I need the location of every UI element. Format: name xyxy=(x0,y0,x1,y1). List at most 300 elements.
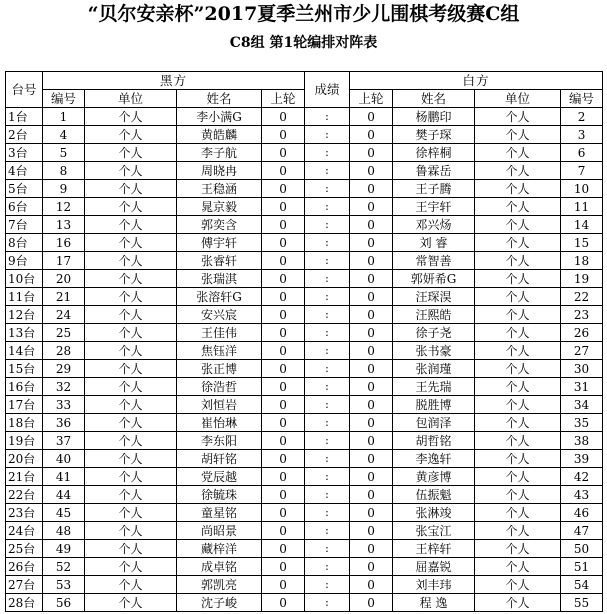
cell-black-name: 成卓铭 xyxy=(177,558,262,576)
table-row xyxy=(6,108,603,126)
cell-table-number: 17台 xyxy=(6,396,43,414)
cell-black-number: 4 xyxy=(43,126,85,144)
table-row xyxy=(6,450,603,468)
cell-black-unit: 个人 xyxy=(85,144,177,162)
cell-white-number: 27 xyxy=(561,342,603,360)
cell-black-number: 56 xyxy=(43,594,85,612)
cell-white-prev-round: 0 xyxy=(350,162,393,180)
cell-white-prev-round: 0 xyxy=(350,522,393,540)
cell-table-number: 15台 xyxy=(6,360,43,378)
cell-table-number: 1台 xyxy=(6,108,43,126)
cell-result: : xyxy=(305,144,350,162)
cell-white-number: 38 xyxy=(561,432,603,450)
cell-black-name: 刘恒岩 xyxy=(177,396,262,414)
table-row xyxy=(6,414,603,432)
cell-black-number: 29 xyxy=(43,360,85,378)
cell-table-number: 13台 xyxy=(6,324,43,342)
cell-black-unit: 个人 xyxy=(85,432,177,450)
cell-table-number: 8台 xyxy=(6,234,43,252)
cell-result: : xyxy=(305,324,350,342)
cell-result: : xyxy=(305,360,350,378)
cell-white-number: 6 xyxy=(561,144,603,162)
cell-white-prev-round: 0 xyxy=(350,342,393,360)
cell-result: : xyxy=(305,576,350,594)
cell-black-unit: 个人 xyxy=(85,234,177,252)
cell-black-prev-round: 0 xyxy=(262,342,305,360)
cell-black-number: 52 xyxy=(43,558,85,576)
cell-black-name: 焦钰洋 xyxy=(177,342,262,360)
cell-black-prev-round: 0 xyxy=(262,306,305,324)
cell-black-name: 郭奕含 xyxy=(177,216,262,234)
cell-white-name: 张宝江 xyxy=(393,522,475,540)
cell-table-number: 14台 xyxy=(6,342,43,360)
cell-white-number: 19 xyxy=(561,270,603,288)
cell-black-number: 49 xyxy=(43,540,85,558)
document-subtitle: C8组 第1轮编排对阵表 xyxy=(229,35,378,51)
cell-white-number: 7 xyxy=(561,162,603,180)
cell-black-number: 25 xyxy=(43,324,85,342)
header-row-columns xyxy=(6,90,603,108)
cell-result: : xyxy=(305,504,350,522)
cell-black-name: 徐浩哲 xyxy=(177,378,262,396)
cell-white-prev-round: 0 xyxy=(350,270,393,288)
header-black-unit: 单位 xyxy=(85,90,177,108)
table-row xyxy=(6,252,603,270)
cell-white-unit: 个人 xyxy=(475,108,561,126)
cell-result: : xyxy=(305,396,350,414)
cell-black-unit: 个人 xyxy=(85,126,177,144)
cell-white-name: 杨鹏印 xyxy=(393,108,475,126)
cell-white-unit: 个人 xyxy=(475,504,561,522)
cell-white-unit: 个人 xyxy=(475,432,561,450)
cell-black-prev-round: 0 xyxy=(262,396,305,414)
table-row xyxy=(6,432,603,450)
cell-table-number: 10台 xyxy=(6,270,43,288)
cell-black-number: 48 xyxy=(43,522,85,540)
cell-black-prev-round: 0 xyxy=(262,486,305,504)
cell-white-prev-round: 0 xyxy=(350,576,393,594)
cell-white-name: 胡哲铭 xyxy=(393,432,475,450)
cell-white-unit: 个人 xyxy=(475,486,561,504)
header-white-side: 白方 xyxy=(350,72,603,90)
pairing-table xyxy=(5,71,603,612)
header-black-prev-round: 上轮 xyxy=(262,90,305,108)
cell-black-name: 张瑞淇 xyxy=(177,270,262,288)
cell-black-name: 崔怡琳 xyxy=(177,414,262,432)
table-row xyxy=(6,144,603,162)
cell-black-name: 李东阳 xyxy=(177,432,262,450)
cell-table-number: 11台 xyxy=(6,288,43,306)
cell-white-unit: 个人 xyxy=(475,522,561,540)
cell-white-number: 2 xyxy=(561,108,603,126)
cell-white-unit: 个人 xyxy=(475,360,561,378)
cell-result: : xyxy=(305,378,350,396)
cell-black-unit: 个人 xyxy=(85,468,177,486)
cell-black-prev-round: 0 xyxy=(262,360,305,378)
cell-white-prev-round: 0 xyxy=(350,378,393,396)
table-row xyxy=(6,576,603,594)
document-title: “贝尔安亲杯”2017夏季兰州市少儿围棋考级赛C组 xyxy=(87,3,520,25)
cell-black-unit: 个人 xyxy=(85,504,177,522)
cell-black-unit: 个人 xyxy=(85,108,177,126)
table-row xyxy=(6,540,603,558)
cell-black-prev-round: 0 xyxy=(262,198,305,216)
table-row xyxy=(6,522,603,540)
cell-white-unit: 个人 xyxy=(475,126,561,144)
cell-black-name: 郭凯亮 xyxy=(177,576,262,594)
cell-white-unit: 个人 xyxy=(475,576,561,594)
cell-result: : xyxy=(305,450,350,468)
cell-black-prev-round: 0 xyxy=(262,540,305,558)
cell-black-name: 张溶轩G xyxy=(177,288,262,306)
cell-white-name: 张淋竣 xyxy=(393,504,475,522)
cell-black-prev-round: 0 xyxy=(262,162,305,180)
header-row-groups xyxy=(6,72,603,90)
cell-white-name: 张润瑾 xyxy=(393,360,475,378)
table-row xyxy=(6,558,603,576)
table-row xyxy=(6,216,603,234)
cell-white-unit: 个人 xyxy=(475,450,561,468)
cell-result: : xyxy=(305,594,350,612)
cell-white-unit: 个人 xyxy=(475,162,561,180)
header-result: 成绩 xyxy=(305,72,350,108)
cell-white-prev-round: 0 xyxy=(350,594,393,612)
header-black-name: 姓名 xyxy=(177,90,262,108)
cell-table-number: 27台 xyxy=(6,576,43,594)
cell-white-prev-round: 0 xyxy=(350,414,393,432)
cell-black-number: 13 xyxy=(43,216,85,234)
table-row xyxy=(6,162,603,180)
cell-white-prev-round: 0 xyxy=(350,216,393,234)
table-row xyxy=(6,126,603,144)
cell-black-unit: 个人 xyxy=(85,594,177,612)
cell-white-name: 汪琛淏 xyxy=(393,288,475,306)
cell-black-unit: 个人 xyxy=(85,252,177,270)
header-white-number: 编号 xyxy=(561,90,603,108)
pairing-rows xyxy=(6,108,603,612)
cell-black-name: 童星铭 xyxy=(177,504,262,522)
cell-result: : xyxy=(305,252,350,270)
cell-black-number: 40 xyxy=(43,450,85,468)
cell-white-prev-round: 0 xyxy=(350,468,393,486)
cell-black-prev-round: 0 xyxy=(262,522,305,540)
cell-white-name: 王子腾 xyxy=(393,180,475,198)
cell-white-number: 15 xyxy=(561,234,603,252)
cell-black-name: 王佳伟 xyxy=(177,324,262,342)
cell-white-unit: 个人 xyxy=(475,288,561,306)
cell-white-number: 10 xyxy=(561,180,603,198)
cell-black-number: 1 xyxy=(43,108,85,126)
cell-table-number: 4台 xyxy=(6,162,43,180)
cell-black-unit: 个人 xyxy=(85,288,177,306)
cell-table-number: 2台 xyxy=(6,126,43,144)
cell-table-number: 18台 xyxy=(6,414,43,432)
cell-white-prev-round: 0 xyxy=(350,198,393,216)
cell-white-number: 51 xyxy=(561,558,603,576)
cell-white-name: 黄彦博 xyxy=(393,468,475,486)
cell-white-prev-round: 0 xyxy=(350,306,393,324)
cell-black-name: 晁京毅 xyxy=(177,198,262,216)
cell-black-unit: 个人 xyxy=(85,270,177,288)
cell-table-number: 22台 xyxy=(6,486,43,504)
cell-black-unit: 个人 xyxy=(85,396,177,414)
cell-black-prev-round: 0 xyxy=(262,558,305,576)
cell-white-name: 鲁霖岳 xyxy=(393,162,475,180)
cell-white-number: 46 xyxy=(561,504,603,522)
cell-white-prev-round: 0 xyxy=(350,540,393,558)
cell-result: : xyxy=(305,234,350,252)
cell-white-number: 50 xyxy=(561,540,603,558)
cell-white-unit: 个人 xyxy=(475,180,561,198)
cell-black-number: 45 xyxy=(43,504,85,522)
cell-white-name: 汪熙皓 xyxy=(393,306,475,324)
cell-black-prev-round: 0 xyxy=(262,504,305,522)
cell-result: : xyxy=(305,522,350,540)
cell-black-name: 李小满G xyxy=(177,108,262,126)
cell-table-number: 19台 xyxy=(6,432,43,450)
cell-white-number: 42 xyxy=(561,468,603,486)
cell-black-number: 37 xyxy=(43,432,85,450)
cell-white-number: 55 xyxy=(561,594,603,612)
cell-result: : xyxy=(305,288,350,306)
cell-black-prev-round: 0 xyxy=(262,126,305,144)
cell-black-number: 32 xyxy=(43,378,85,396)
cell-black-prev-round: 0 xyxy=(262,432,305,450)
cell-result: : xyxy=(305,108,350,126)
cell-black-name: 李子航 xyxy=(177,144,262,162)
cell-black-number: 20 xyxy=(43,270,85,288)
cell-white-unit: 个人 xyxy=(475,216,561,234)
cell-table-number: 28台 xyxy=(6,594,43,612)
cell-white-unit: 个人 xyxy=(475,414,561,432)
cell-black-unit: 个人 xyxy=(85,180,177,198)
cell-white-name: 屈嘉锐 xyxy=(393,558,475,576)
cell-black-prev-round: 0 xyxy=(262,144,305,162)
cell-result: : xyxy=(305,270,350,288)
table-row xyxy=(6,378,603,396)
cell-result: : xyxy=(305,414,350,432)
cell-table-number: 20台 xyxy=(6,450,43,468)
cell-white-number: 26 xyxy=(561,324,603,342)
cell-black-number: 53 xyxy=(43,576,85,594)
cell-white-number: 35 xyxy=(561,414,603,432)
cell-white-prev-round: 0 xyxy=(350,432,393,450)
cell-result: : xyxy=(305,432,350,450)
cell-black-number: 9 xyxy=(43,180,85,198)
cell-white-prev-round: 0 xyxy=(350,504,393,522)
cell-table-number: 12台 xyxy=(6,306,43,324)
cell-white-number: 43 xyxy=(561,486,603,504)
cell-white-unit: 个人 xyxy=(475,558,561,576)
cell-black-prev-round: 0 xyxy=(262,216,305,234)
cell-black-prev-round: 0 xyxy=(262,594,305,612)
table-row xyxy=(6,360,603,378)
cell-white-name: 王先瑞 xyxy=(393,378,475,396)
cell-black-prev-round: 0 xyxy=(262,378,305,396)
cell-white-number: 11 xyxy=(561,198,603,216)
cell-black-unit: 个人 xyxy=(85,540,177,558)
cell-white-unit: 个人 xyxy=(475,324,561,342)
cell-black-number: 33 xyxy=(43,396,85,414)
cell-white-unit: 个人 xyxy=(475,468,561,486)
cell-black-number: 12 xyxy=(43,198,85,216)
cell-black-name: 藏梓洋 xyxy=(177,540,262,558)
cell-white-unit: 个人 xyxy=(475,378,561,396)
cell-white-name: 樊子琛 xyxy=(393,126,475,144)
cell-white-name: 程 逸 xyxy=(393,594,475,612)
cell-white-name: 李逸轩 xyxy=(393,450,475,468)
cell-table-number: 24台 xyxy=(6,522,43,540)
cell-black-prev-round: 0 xyxy=(262,270,305,288)
cell-white-number: 31 xyxy=(561,378,603,396)
cell-black-prev-round: 0 xyxy=(262,576,305,594)
cell-white-number: 54 xyxy=(561,576,603,594)
cell-white-name: 王梓轩 xyxy=(393,540,475,558)
cell-black-unit: 个人 xyxy=(85,522,177,540)
cell-black-number: 36 xyxy=(43,414,85,432)
cell-black-unit: 个人 xyxy=(85,342,177,360)
cell-white-number: 30 xyxy=(561,360,603,378)
table-row xyxy=(6,396,603,414)
cell-white-unit: 个人 xyxy=(475,594,561,612)
cell-black-prev-round: 0 xyxy=(262,468,305,486)
cell-table-number: 3台 xyxy=(6,144,43,162)
cell-black-number: 16 xyxy=(43,234,85,252)
cell-black-number: 28 xyxy=(43,342,85,360)
cell-white-unit: 个人 xyxy=(475,342,561,360)
cell-black-name: 尚昭景 xyxy=(177,522,262,540)
cell-result: : xyxy=(305,306,350,324)
cell-black-number: 41 xyxy=(43,468,85,486)
cell-white-number: 14 xyxy=(561,216,603,234)
cell-black-prev-round: 0 xyxy=(262,108,305,126)
cell-white-name: 脱胜博 xyxy=(393,396,475,414)
cell-white-prev-round: 0 xyxy=(350,126,393,144)
cell-black-unit: 个人 xyxy=(85,216,177,234)
table-row xyxy=(6,288,603,306)
cell-black-unit: 个人 xyxy=(85,162,177,180)
cell-white-prev-round: 0 xyxy=(350,450,393,468)
cell-table-number: 21台 xyxy=(6,468,43,486)
cell-black-unit: 个人 xyxy=(85,414,177,432)
table-row xyxy=(6,198,603,216)
cell-black-prev-round: 0 xyxy=(262,180,305,198)
cell-white-prev-round: 0 xyxy=(350,234,393,252)
cell-table-number: 26台 xyxy=(6,558,43,576)
cell-black-prev-round: 0 xyxy=(262,288,305,306)
table-row xyxy=(6,324,603,342)
cell-white-name: 包润泽 xyxy=(393,414,475,432)
cell-white-number: 22 xyxy=(561,288,603,306)
cell-table-number: 7台 xyxy=(6,216,43,234)
cell-white-unit: 个人 xyxy=(475,396,561,414)
cell-white-number: 34 xyxy=(561,396,603,414)
cell-black-name: 沈子峻 xyxy=(177,594,262,612)
cell-result: : xyxy=(305,342,350,360)
cell-table-number: 9台 xyxy=(6,252,43,270)
table-row xyxy=(6,594,603,612)
cell-white-prev-round: 0 xyxy=(350,252,393,270)
cell-black-name: 王稳涵 xyxy=(177,180,262,198)
cell-white-unit: 个人 xyxy=(475,144,561,162)
cell-black-name: 胡轩铭 xyxy=(177,450,262,468)
cell-black-name: 安兴宸 xyxy=(177,306,262,324)
cell-table-number: 16台 xyxy=(6,378,43,396)
cell-black-prev-round: 0 xyxy=(262,414,305,432)
table-row xyxy=(6,306,603,324)
cell-black-name: 党辰越 xyxy=(177,468,262,486)
cell-black-unit: 个人 xyxy=(85,378,177,396)
cell-black-name: 张正博 xyxy=(177,360,262,378)
cell-black-unit: 个人 xyxy=(85,576,177,594)
cell-white-unit: 个人 xyxy=(475,198,561,216)
cell-white-name: 王宇轩 xyxy=(393,198,475,216)
cell-black-name: 徐毓珠 xyxy=(177,486,262,504)
cell-result: : xyxy=(305,468,350,486)
cell-black-unit: 个人 xyxy=(85,198,177,216)
cell-white-prev-round: 0 xyxy=(350,360,393,378)
table-row xyxy=(6,342,603,360)
cell-white-unit: 个人 xyxy=(475,270,561,288)
header-black-number: 编号 xyxy=(43,90,85,108)
cell-white-name: 张书豪 xyxy=(393,342,475,360)
cell-white-unit: 个人 xyxy=(475,540,561,558)
cell-white-name: 徐梓桐 xyxy=(393,144,475,162)
cell-black-number: 17 xyxy=(43,252,85,270)
table-row xyxy=(6,468,603,486)
cell-black-prev-round: 0 xyxy=(262,450,305,468)
cell-white-name: 徐子尧 xyxy=(393,324,475,342)
table-row xyxy=(6,504,603,522)
cell-white-unit: 个人 xyxy=(475,252,561,270)
cell-white-number: 39 xyxy=(561,450,603,468)
cell-black-number: 24 xyxy=(43,306,85,324)
cell-black-number: 44 xyxy=(43,486,85,504)
cell-result: : xyxy=(305,198,350,216)
cell-table-number: 25台 xyxy=(6,540,43,558)
cell-white-name: 郭妍希G xyxy=(393,270,475,288)
header-white-prev-round: 上轮 xyxy=(350,90,393,108)
cell-black-number: 5 xyxy=(43,144,85,162)
cell-white-name: 邓兴炀 xyxy=(393,216,475,234)
cell-white-number: 47 xyxy=(561,522,603,540)
cell-black-unit: 个人 xyxy=(85,486,177,504)
cell-black-unit: 个人 xyxy=(85,558,177,576)
header-table-number: 台号 xyxy=(6,72,43,108)
cell-white-name: 常智善 xyxy=(393,252,475,270)
cell-white-prev-round: 0 xyxy=(350,108,393,126)
cell-black-unit: 个人 xyxy=(85,324,177,342)
cell-result: : xyxy=(305,162,350,180)
table-row xyxy=(6,270,603,288)
cell-white-number: 23 xyxy=(561,306,603,324)
cell-white-prev-round: 0 xyxy=(350,144,393,162)
cell-black-unit: 个人 xyxy=(85,306,177,324)
cell-white-unit: 个人 xyxy=(475,306,561,324)
cell-white-prev-round: 0 xyxy=(350,180,393,198)
table-row xyxy=(6,486,603,504)
table-row xyxy=(6,234,603,252)
cell-white-name: 刘丰玮 xyxy=(393,576,475,594)
cell-white-number: 18 xyxy=(561,252,603,270)
table-row xyxy=(6,180,603,198)
cell-black-name: 张睿轩 xyxy=(177,252,262,270)
cell-result: : xyxy=(305,558,350,576)
cell-white-prev-round: 0 xyxy=(350,486,393,504)
cell-result: : xyxy=(305,126,350,144)
cell-result: : xyxy=(305,216,350,234)
cell-white-prev-round: 0 xyxy=(350,396,393,414)
